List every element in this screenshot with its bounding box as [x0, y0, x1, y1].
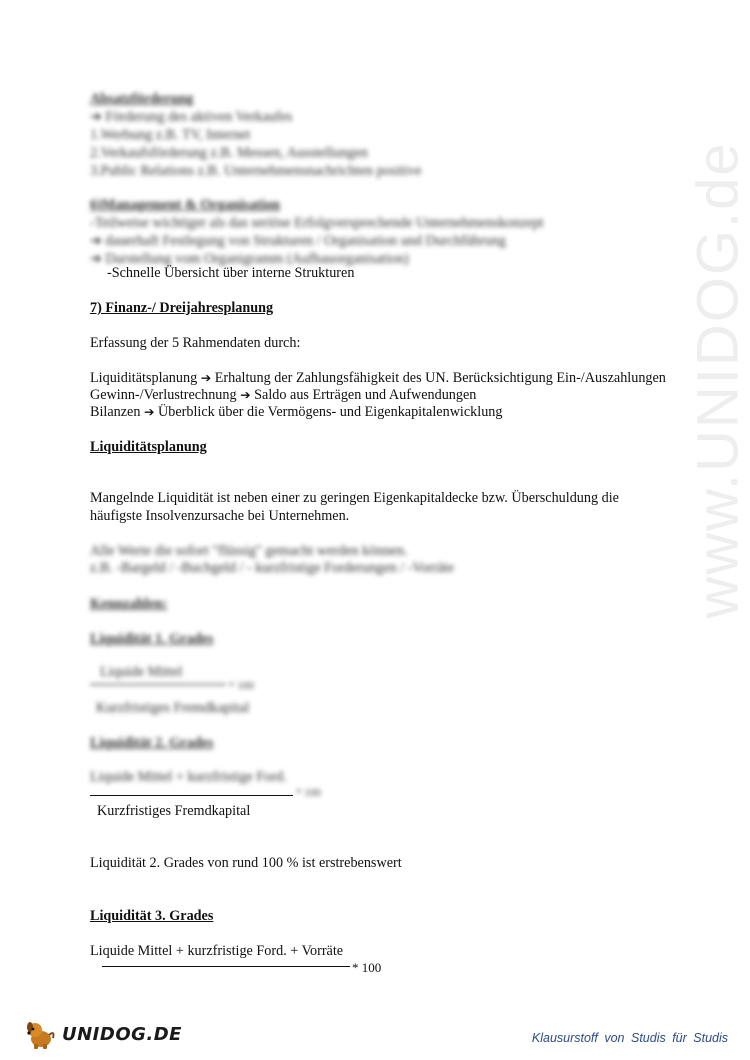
blurred-heading-grad1: Liquidität 1. Grades	[90, 631, 214, 647]
plan-term: Bilanzen	[90, 404, 141, 420]
blurred-line: -Teilweise wichtiger als das seriöse Erfolgversprechende Unternehmenskonzept	[90, 215, 544, 231]
blurred-fraction-numerator: Liquide Mittel + kurzfristige Ford.	[90, 769, 287, 785]
logo-text: UNIDOG.DE	[62, 1023, 182, 1045]
blurred-line: ➔ Förderung des aktiven Verkaufes	[90, 109, 293, 125]
plan-text: Saldo aus Erträgen und Aufwendungen	[254, 387, 477, 403]
text-line: Erfassung der 5 Rahmendaten durch:	[90, 335, 301, 351]
blurred-line: Alle Werte die sofort "flüssig" gemacht werden können.	[90, 543, 408, 559]
plan-row	[90, 386, 476, 404]
blurred-line: ➔ dauerhaft Festlegung von Strukturen / Organisation und Durchführung	[90, 233, 506, 249]
plan-term: Liquiditätsplanung	[90, 370, 198, 386]
text-line: -Schnelle Übersicht über interne Strukturen	[107, 265, 355, 281]
blurred-line: 1.Werbung z.B. TV, Internet	[90, 127, 251, 143]
watermark: www.UNIDOG.de	[685, 141, 750, 619]
blurred-heading-absatzfoerderung: Absatzförderung	[90, 91, 194, 107]
fraction-numerator: Liquide Mittel + kurzfristige Ford. + Vorräte	[90, 943, 344, 959]
fraction-line	[90, 795, 293, 796]
plan-text: Erhaltung der Zahlungsfähigkeit des UN. Berücksichtigung Ein-/Auszahlungen	[214, 370, 666, 386]
plan-row	[90, 369, 666, 387]
blurred-fraction-numerator: Liquide Mittel	[100, 664, 183, 680]
unidog-logo[interactable]	[24, 1018, 182, 1050]
blurred-heading-kennzahlen: Kennzahlen:	[90, 596, 168, 612]
blurred-line: z.B. -Bargeld / -Buchgeld / - kurzfristige Forderungen / -Vorräte	[90, 560, 454, 576]
blurred-line: 3.Public Relations z.B. Unternehmensnachrichten positive	[90, 163, 422, 179]
plan-row	[90, 403, 503, 421]
blurred-fraction-multiplier: * 100	[229, 680, 254, 692]
blurred-line: ➔ Darstellung vom Organigramm (Aufbauorganisation)	[90, 251, 409, 267]
fraction-denominator: Kurzfristiges Fremdkapital	[97, 803, 251, 819]
text-line: Liquidität 2. Grades von rund 100 % ist erstrebenswert	[90, 855, 402, 871]
section-heading: 7) Finanz-/ Dreijahresplanung	[90, 300, 274, 316]
blurred-fraction-multiplier: * 100	[296, 787, 321, 799]
paragraph-line: häufigste Insolvenzursache bei Unternehmen.	[90, 508, 350, 524]
arrow-right-icon: ➔	[240, 387, 251, 402]
fraction-line	[102, 966, 350, 967]
blurred-heading-grad2: Liquidität 2. Grades	[90, 735, 214, 751]
plan-text: Überblick über die Vermögens- und Eigenkapitalenwicklung	[158, 404, 503, 420]
blurred-line: 2.Verkaufsförderung z.B. Messen, Ausstellungen	[90, 145, 368, 161]
footer-tagline: Klausurstoff von Studis für Studis	[531, 1031, 728, 1045]
fraction-line	[90, 684, 226, 685]
dog-icon	[24, 1018, 56, 1050]
arrow-right-icon: ➔	[200, 370, 212, 385]
arrow-right-icon: ➔	[143, 404, 155, 419]
section-heading: Liquidität 3. Grades	[90, 908, 214, 924]
section-heading: Liquiditätsplanung	[90, 439, 207, 455]
fraction-multiplier: * 100	[352, 960, 382, 975]
blurred-heading-management: 6)Management & Organisation	[90, 197, 280, 213]
paragraph-line: Mangelnde Liquidität ist neben einer zu geringen Eigenkapitaldecke bzw. Überschuldung die	[90, 490, 619, 506]
plan-term: Gewinn-/Verlustrechnung	[90, 387, 237, 403]
blurred-fraction-denominator: Kurzfristiges Fremdkapital	[96, 700, 250, 716]
